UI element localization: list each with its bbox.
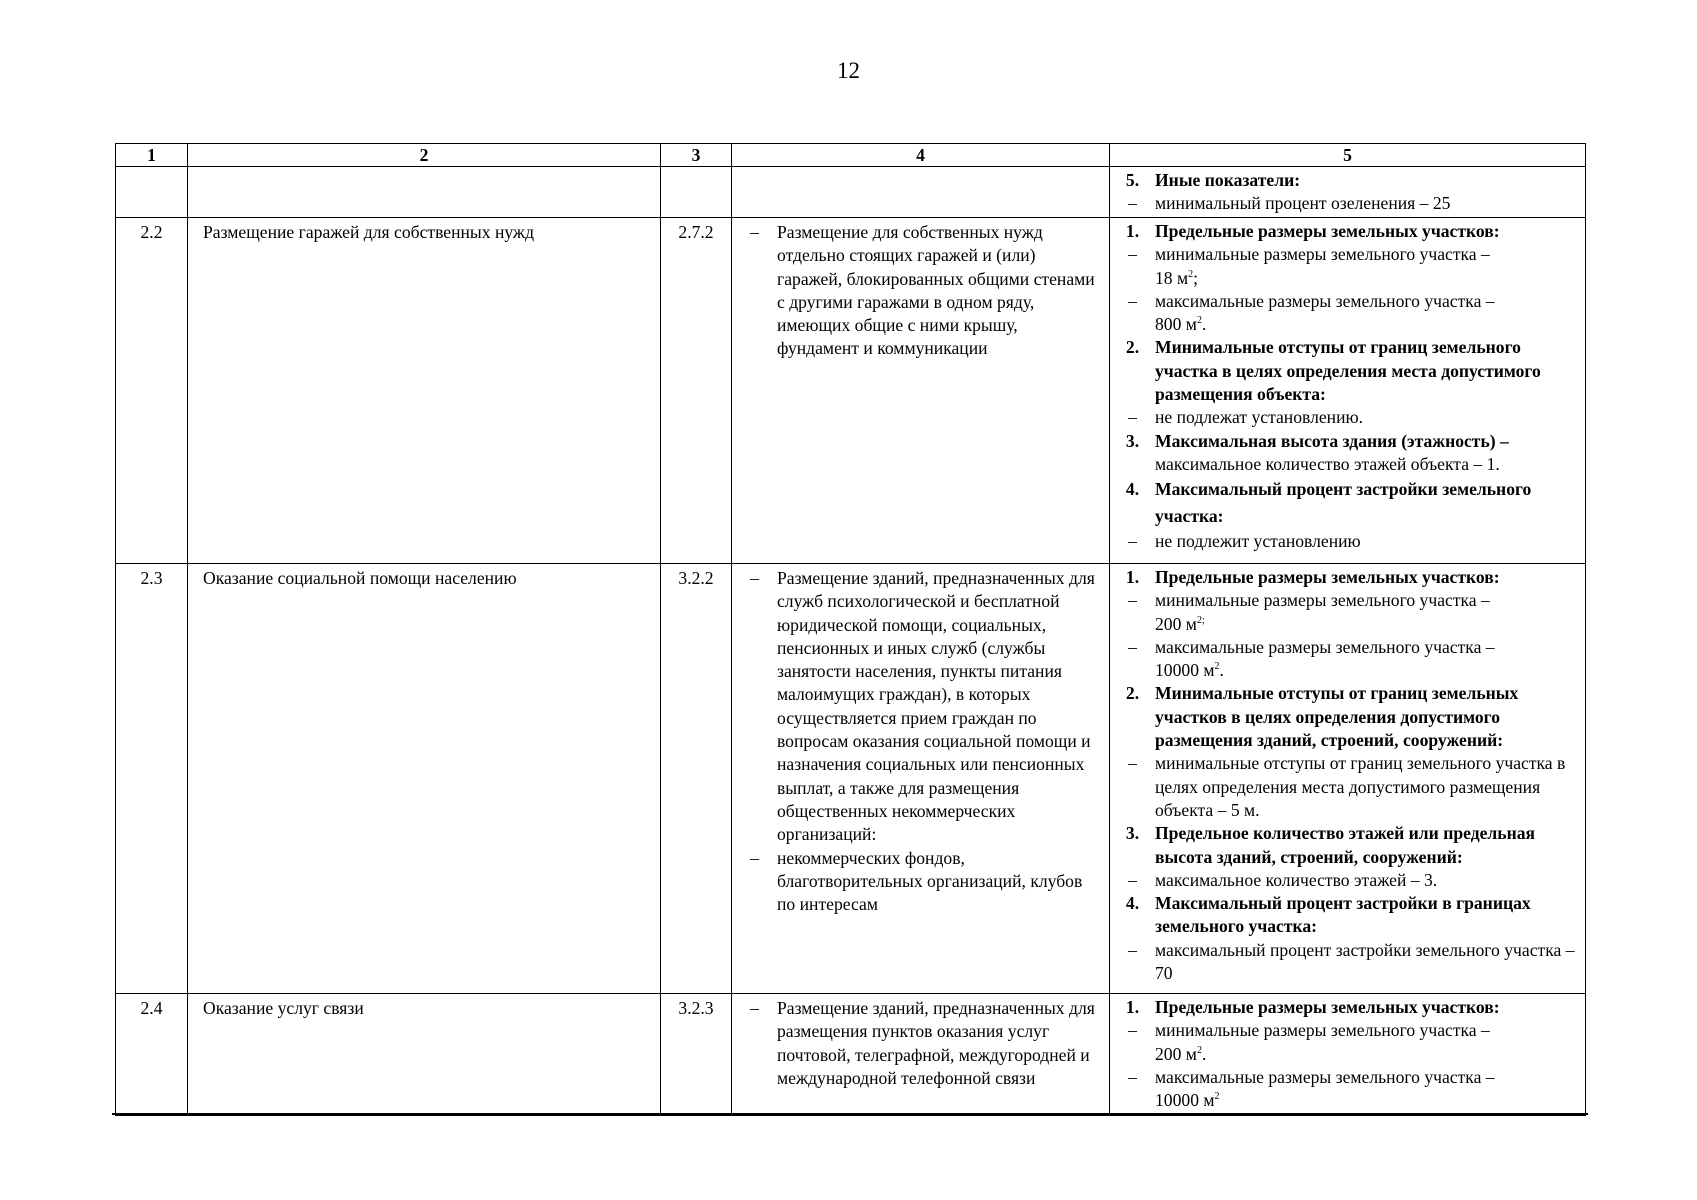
use-type-description: [732, 564, 1110, 994]
param-item: 1. Предельные размеры земельных участков:: [1125, 221, 1500, 241]
param-item: 2. Минимальные отступы от границ земельного участка в целях определения места допустимого размещения объекта:: [1125, 337, 1541, 405]
use-type-name: Размещение гаражей для собственных нужд: [188, 218, 661, 564]
use-type-code: 3.2.2: [661, 564, 732, 994]
param-item: 5. Иные показатели:: [1125, 170, 1301, 190]
header-cell-4: 4: [732, 144, 1110, 167]
parameters-cell: [1110, 564, 1586, 994]
use-type-description: [732, 218, 1110, 564]
parameters-cell: [1110, 167, 1586, 218]
param-item: – минимальные отступы от границ земельного участка в целях определения места допустимого размещения объекта – 5 м.: [1128, 753, 1566, 820]
row-number: 2.2: [116, 218, 188, 564]
use-type-description: [732, 994, 1110, 1116]
param-item: – не подлежит установлению: [1128, 531, 1361, 552]
bottom-rule: [112, 1113, 1588, 1115]
param-item: – максимальные размеры земельного участка – 10000 $м^2$.: [1128, 636, 1495, 681]
use-type-code: 2.7.2: [661, 218, 732, 564]
use-type-name: Оказание услуг связи: [188, 994, 661, 1116]
use-type-code: [661, 167, 732, 218]
parameters-cell: [1110, 994, 1586, 1116]
param-item: – максимальные размеры земельного участка – 10000 $м^2$: [1128, 1066, 1495, 1111]
use-type-description: [732, 167, 1110, 218]
table-row: [116, 564, 1586, 994]
param-item: 3. Максимальная высота здания (этажность) –: [1125, 430, 1509, 451]
description-item: – Размещение зданий, предназначенных для служб психологической и бесплатной юридической помощи, социальных, пенсионных и иных служб (службы занятости населения, пункты питания малоимущих граждан), в которых осуществляется прием граждан по вопросам оказания социальной помощи и назначения социальных или пенсионных выплат, а также для размещения общественных некоммерческих организаций:: [750, 568, 1095, 845]
page-number: 12: [837, 58, 860, 83]
param-item: – максимальные размеры земельного участка – 800 $м^2$.: [1128, 290, 1495, 335]
param-item: 4. Максимальный процент застройки в границах земельного участка:: [1125, 893, 1531, 937]
use-type-name: Оказание социальной помощи населению: [188, 564, 661, 994]
header-cell-3: 3: [661, 144, 732, 167]
description-item: – Размещение для собственных нужд отдельно стоящих гаражей и (или) гаражей, блокированных общими стенами с другими гаражами в одном ряду, имеющих общие с ними крышу, фундамент и коммуникации: [750, 222, 1095, 359]
use-type-code: 3.2.3: [661, 994, 732, 1116]
param-item: – минимальный процент озеленения – 25: [1128, 193, 1451, 214]
use-type-name: [188, 167, 661, 218]
param-item: – минимальные размеры земельного участка – 18 $м^2$;: [1128, 244, 1490, 288]
row-number: 2.4: [116, 994, 188, 1116]
table-row: [116, 218, 1586, 564]
param-item: – максимальный процент застройки земельного участка – 70: [1128, 939, 1575, 984]
param-item: – максимальное количество этажей – 3.: [1128, 869, 1438, 890]
table-row: [116, 994, 1586, 1116]
param-item: 1. Предельные размеры земельных участков:: [1125, 997, 1500, 1017]
row-number: [116, 167, 188, 218]
description-item: – Размещение зданий, предназначенных для размещения пунктов оказания услуг почтовой, телеграфной, междугородней и международной телефонной связи: [750, 998, 1095, 1088]
param-item: 1. Предельные размеры земельных участков:: [1125, 567, 1500, 587]
parameters-cell: [1110, 218, 1586, 564]
param-item: 2. Минимальные отступы от границ земельных участков в целях определения допустимого размещения зданий, строений, сооружений:: [1125, 683, 1519, 751]
table-row: [116, 167, 1586, 218]
param-item: 3. Предельное количество этажей или предельная высота зданий, строений, сооружений:: [1125, 823, 1536, 867]
param-item: – не подлежат установлению.: [1128, 407, 1364, 428]
param-item: – минимальные размеры земельного участка – 200 $м^2$.: [1128, 1020, 1490, 1064]
header-cell-1: 1: [116, 144, 188, 167]
row-number: 2.3: [116, 564, 188, 994]
param-item: 4. Максимальный процент застройки земельного участка:: [1125, 479, 1532, 527]
header-cell-2: 2: [188, 144, 661, 167]
param-item: максимальное количество этажей объекта – 1.: [1155, 453, 1500, 474]
header-row: [116, 144, 1586, 167]
land-use-table: [115, 143, 1586, 1116]
header-cell-5: 5: [1110, 144, 1586, 167]
description-item: – некоммерческих фондов, благотворительных организаций, клубов по интересам: [750, 847, 1083, 915]
param-item: – минимальные размеры земельного участка – 200 $м^{2;}$: [1128, 590, 1490, 634]
